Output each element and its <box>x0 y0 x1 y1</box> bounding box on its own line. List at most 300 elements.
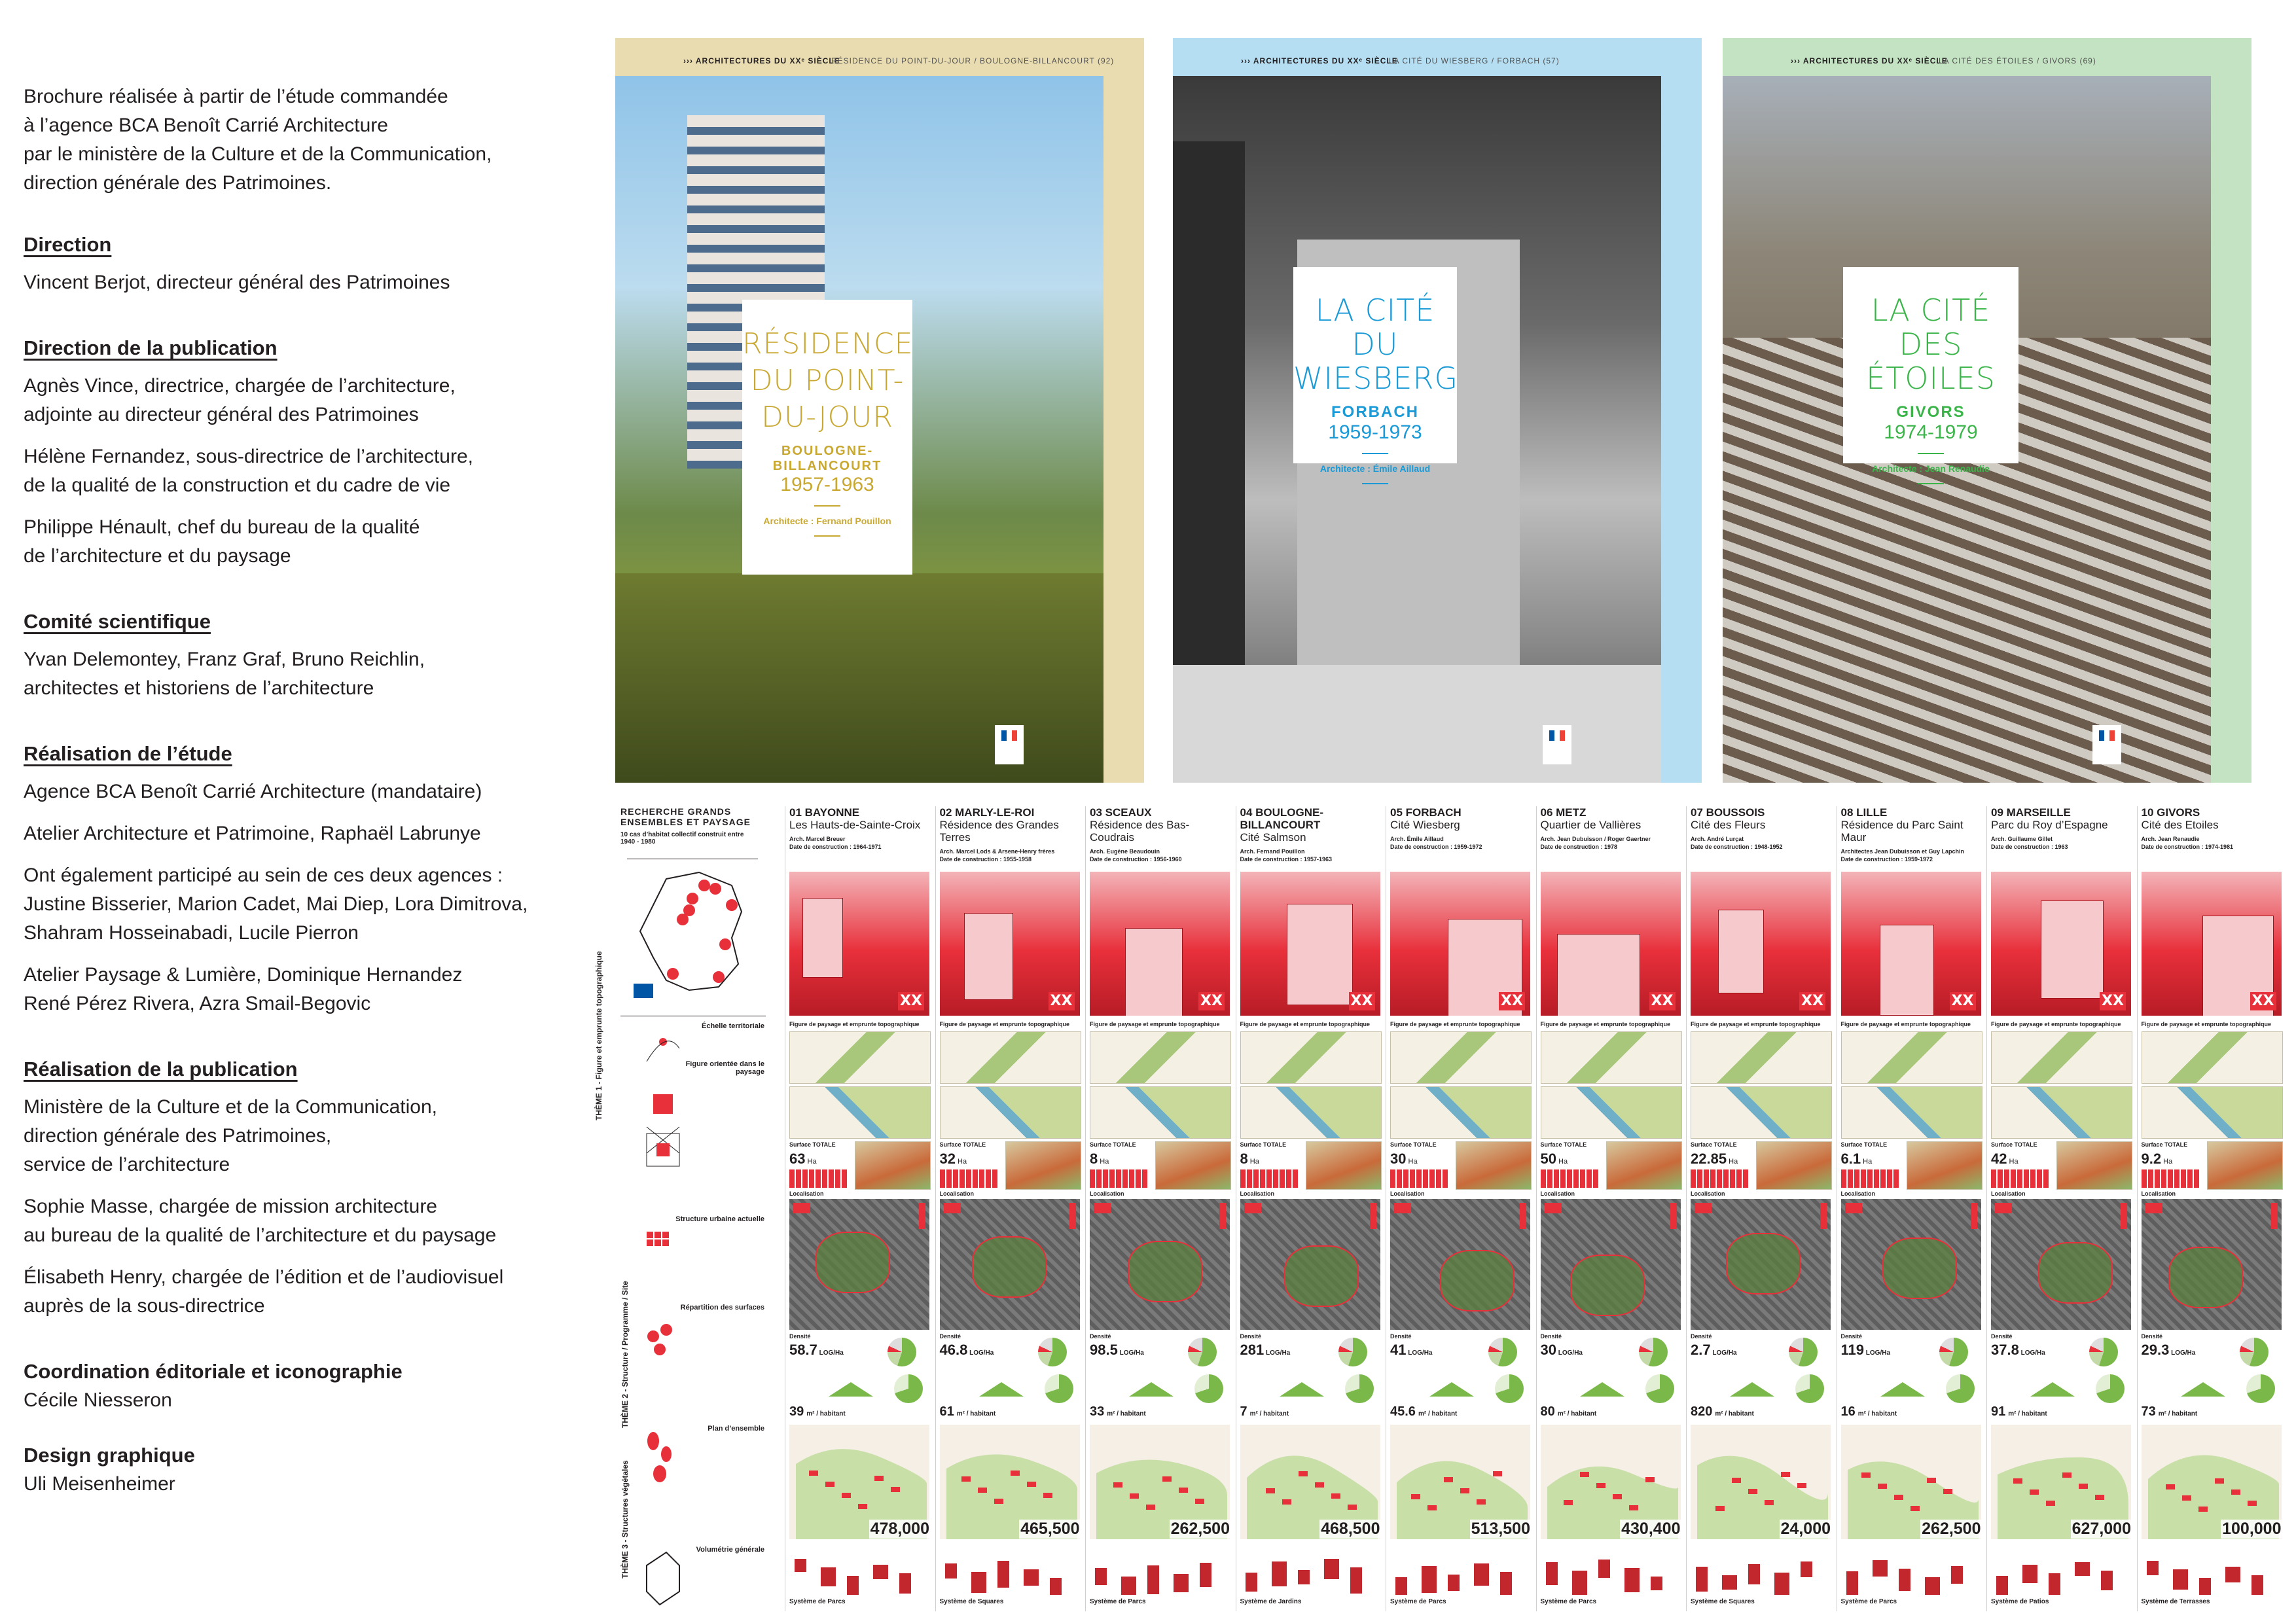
habitant-pie-chart <box>2246 1374 2275 1403</box>
density-label: Densité <box>789 1333 811 1340</box>
aerial-badge <box>1845 1203 1862 1213</box>
france-map <box>627 859 758 1003</box>
credits-section <box>24 1357 600 1415</box>
xx-label-icon: XX <box>2250 992 2276 1010</box>
total-surface: 24,000 <box>1780 1520 1831 1538</box>
surface-label: Surface TOTALE <box>2141 1141 2188 1148</box>
volumetry <box>1991 1546 2131 1595</box>
habitant-pie-chart <box>2096 1374 2125 1403</box>
case-rule <box>935 806 936 1611</box>
case-architect: Architectes Jean Dubuisson et Guy Lapchin <box>1840 848 1965 855</box>
hectare-value: 42 Ha <box>1991 1150 2018 1167</box>
building <box>1557 934 1640 1016</box>
case-architect: Arch. André Lurçat <box>1691 836 1744 842</box>
case-number: 09 MARSEILLE <box>1991 806 2071 819</box>
case-date: Date de construction : 1948-1952 <box>1691 844 1783 850</box>
density-label: Densité <box>939 1333 961 1340</box>
cover-rule <box>1362 483 1388 484</box>
area-pie-chart <box>1488 1338 1517 1366</box>
system-label: Système de Parcs <box>1540 1598 1597 1605</box>
legend-label: Structure urbaine actuelle <box>675 1215 764 1223</box>
cover-years: 1959-1973 <box>1328 421 1422 443</box>
aerial-badge <box>1545 1203 1562 1213</box>
case-number: 07 BOUSSOIS <box>1691 806 1765 819</box>
system-label: Système de Jardins <box>1240 1598 1302 1605</box>
housing-triangle <box>2030 1382 2075 1397</box>
case-number: 10 GIVORS <box>2141 806 2200 819</box>
xx-label-icon: XX <box>898 992 924 1010</box>
density-label: Densité <box>1991 1333 2013 1340</box>
volumetry <box>1541 1546 1681 1595</box>
hectare-grid <box>1691 1169 1749 1188</box>
aerial-bar <box>2121 1203 2127 1229</box>
surface-label: Surface TOTALE <box>1390 1141 1437 1148</box>
volumetry <box>1691 1546 1831 1595</box>
habitant-value: 61 m² / habitant <box>939 1404 996 1419</box>
case-column <box>1991 806 2135 1611</box>
aerial-bar <box>1520 1203 1526 1229</box>
credits-section-title: Réalisation de l’étude <box>24 742 232 765</box>
marianne-logo <box>2092 725 2121 764</box>
credits-paragraph: Agence BCA Benoît Carrié Architecture (mandataire) <box>24 781 482 802</box>
case-photo <box>1991 872 2131 1016</box>
case-date: Date de construction : 1956-1960 <box>1090 856 1182 863</box>
credits-paragraph: Élisabeth Henry, chargée de l’édition et de l’audiovisuel auprès de la sous-directrice <box>24 1266 504 1317</box>
habitant-pie-chart <box>894 1374 923 1403</box>
figure-label: Figure de paysage et emprunte topographique <box>1991 1021 2121 1027</box>
aerial-badge <box>1695 1203 1712 1213</box>
density-value: 98.5 LOG/Ha <box>1090 1342 1144 1358</box>
hectare-grid <box>789 1169 848 1188</box>
credits-text: Uli Meisenheimer <box>24 1473 175 1495</box>
terrain-map <box>1090 1031 1231 1084</box>
case-column <box>1841 806 1985 1611</box>
case-name: Cité Wiesberg <box>1390 819 1460 831</box>
area-pie-chart <box>2089 1338 2118 1366</box>
cover-years: 1957-1963 <box>780 474 874 495</box>
localisation-label: Localisation <box>1090 1190 1124 1197</box>
volumetry <box>2142 1546 2282 1595</box>
case-column <box>940 806 1084 1611</box>
credits-intro: Brochure réalisée à partir de l’étude commandée à l’agence BCA Benoît Carrié Architecture par le ministère de la Culture et de la Communication, direction générale des Patrimoines. <box>24 86 492 194</box>
hectare-value: 6.1 Ha <box>1840 1150 1873 1167</box>
credits-paragraph: Sophie Masse, chargée de mission architecture au bureau de la qualité de l’architecture et du paysage <box>24 1196 497 1246</box>
habitant-pie-chart <box>1345 1374 1374 1403</box>
aerial-badge <box>1394 1203 1411 1213</box>
terrain-map <box>1691 1031 1832 1084</box>
pond <box>615 573 1103 783</box>
surface-label: Surface TOTALE <box>789 1141 836 1148</box>
case-rule <box>1085 806 1086 1611</box>
cover-series-bar <box>1723 38 2251 76</box>
locator-map <box>1456 1141 1532 1190</box>
figure-label: Figure de paysage et emprunte topographique <box>1090 1021 1220 1027</box>
aerial-bar <box>1820 1203 1827 1229</box>
localisation-label: Localisation <box>2141 1190 2176 1197</box>
case-date: Date de construction : 1957-1963 <box>1240 856 1333 863</box>
site-outline <box>1570 1255 1645 1316</box>
legend-label: Plan d’ensemble <box>708 1425 764 1433</box>
marianne-logo <box>1543 725 1571 764</box>
xx-label-icon: XX <box>2100 992 2126 1010</box>
case-name: Les Hauts-de-Sainte-Croix <box>789 819 921 831</box>
site-outline <box>1882 1238 1957 1299</box>
cover-series-bar <box>1173 38 1702 76</box>
cover-subtitle: LA CITÉ DES ÉTOILES / GIVORS (69) <box>1939 56 2096 65</box>
aerial-photo <box>1991 1199 2131 1330</box>
poster-header-2: ENSEMBLES ET PAYSAGE <box>620 817 751 827</box>
locator-map <box>2056 1141 2132 1190</box>
surface-label: Surface TOTALE <box>1240 1141 1287 1148</box>
cover-subtitle: LA CITÉ DU WIESBERG / FORBACH (57) <box>1389 56 1560 65</box>
system-label: Système de Squares <box>1691 1598 1755 1605</box>
case-photo <box>2142 872 2282 1016</box>
site-outline <box>2038 1242 2113 1304</box>
theme-1-label: THÈME 1 - Figure et emprunte topographique <box>594 951 603 1120</box>
hectare-value: 22.85 Ha <box>1691 1150 1738 1167</box>
aerial-photo <box>1390 1199 1530 1330</box>
terrain-map <box>2142 1086 2283 1139</box>
cover-title: LA CITÉ DES ÉTOILES <box>1866 293 1996 396</box>
case-column <box>1390 806 1534 1611</box>
area-pie-chart <box>2240 1338 2269 1366</box>
credits-section <box>24 1441 600 1499</box>
cover-rule <box>1918 483 1944 484</box>
density-value: 281 LOG/Ha <box>1240 1342 1291 1358</box>
cover-city: BOULOGNE-BILLANCOURT <box>772 444 882 473</box>
hectare-grid <box>1841 1169 1900 1188</box>
credits-paragraph: Vincent Berjot, directeur général des Patrimoines <box>24 272 450 293</box>
credits-column <box>24 82 600 1525</box>
xx-label-icon: XX <box>1950 992 1976 1010</box>
total-surface: 430,400 <box>1621 1520 1681 1538</box>
credits-section-title: Coordination éditoriale et iconographie <box>24 1360 403 1383</box>
aerial-bar <box>1971 1203 1977 1229</box>
terrain-map <box>789 1086 931 1139</box>
case-name: Résidence des Bas-Coudrais <box>1090 819 1190 844</box>
case-number: 01 BAYONNE <box>789 806 860 819</box>
hectare-value: 50 Ha <box>1540 1150 1568 1167</box>
area-pie-chart <box>888 1338 916 1366</box>
cover-rule <box>1918 453 1944 454</box>
density-label: Densité <box>1840 1333 1863 1340</box>
hectare-value: 32 Ha <box>939 1150 967 1167</box>
density-value: 30 LOG/Ha <box>1540 1342 1583 1358</box>
system-label: Système de Patios <box>1991 1598 2049 1605</box>
density-value: 58.7 LOG/Ha <box>789 1342 844 1358</box>
figure-label: Figure de paysage et emprunte topographique <box>1691 1021 1821 1027</box>
aerial-bar <box>1370 1203 1376 1229</box>
localisation-label: Localisation <box>1840 1190 1876 1197</box>
habitant-pie-chart <box>1946 1374 1975 1403</box>
localisation-label: Localisation <box>1991 1190 2026 1197</box>
locator-map <box>1606 1141 1682 1190</box>
figure-label: Figure de paysage et emprunte topographique <box>1540 1021 1671 1027</box>
terrain-map <box>1090 1086 1231 1139</box>
hectare-grid <box>1541 1169 1600 1188</box>
ground <box>1173 665 1661 783</box>
locator-map <box>1756 1141 1832 1190</box>
aerial-photo <box>940 1199 1080 1330</box>
volumetry <box>1090 1546 1230 1595</box>
case-date: Date de construction : 1959-1972 <box>1390 844 1482 850</box>
area-pie-chart <box>1338 1338 1367 1366</box>
habitant-value: 45.6 m² / habitant <box>1390 1404 1458 1419</box>
system-label: Système de Terrasses <box>2141 1598 2210 1605</box>
housing-triangle <box>1730 1382 1774 1397</box>
case-column <box>1541 806 1685 1611</box>
localisation-label: Localisation <box>1540 1190 1575 1197</box>
case-architect: Arch. Eugène Beaudouin <box>1090 848 1160 855</box>
cover-series: ››› ARCHITECTURES DU XXᵉ SIÈCLE <box>1241 56 1398 65</box>
credits-paragraph: Atelier Architecture et Patrimoine, Raphaël Labrunye <box>24 823 481 844</box>
case-architect: Arch. Guillaume Gillet <box>1991 836 2053 842</box>
habitant-pie-chart <box>1495 1374 1524 1403</box>
terrain-map <box>940 1086 1081 1139</box>
case-number: 06 METZ <box>1540 806 1587 819</box>
case-column <box>1090 806 1234 1611</box>
cover-rule <box>1362 453 1388 454</box>
terrain-map <box>1841 1086 1982 1139</box>
cover-rule <box>814 505 840 507</box>
cover-title-box <box>1843 267 2018 474</box>
density-value: 46.8 LOG/Ha <box>939 1342 994 1358</box>
cover-architect: Architecte : Fernand Pouillon <box>763 516 891 526</box>
cover-title-box <box>1293 267 1459 474</box>
case-architect: Arch. Jean Dubuisson / Roger Gaertner <box>1540 836 1651 842</box>
total-surface: 513,500 <box>1471 1520 1530 1538</box>
terrain-map <box>1991 1086 2132 1139</box>
case-name: Cité Salmson <box>1240 831 1306 844</box>
case-number: 08 LILLE <box>1840 806 1888 819</box>
site-outline <box>1440 1250 1515 1311</box>
xx-label-icon: XX <box>1049 992 1075 1010</box>
habitant-value: 7 m² / habitant <box>1240 1404 1289 1419</box>
hectare-grid <box>1240 1169 1299 1188</box>
aerial-photo <box>2142 1199 2282 1330</box>
area-pie-chart <box>1639 1338 1668 1366</box>
housing-triangle <box>1880 1382 1925 1397</box>
tower-block <box>1173 141 1245 665</box>
total-surface: 465,500 <box>1020 1520 1080 1538</box>
volumetry <box>940 1546 1080 1595</box>
xx-label-icon: XX <box>1198 992 1225 1010</box>
site-outline <box>1284 1245 1359 1307</box>
cover-city: FORBACH <box>1331 403 1419 421</box>
site-outline <box>1128 1241 1202 1302</box>
locator-map <box>2207 1141 2283 1190</box>
building <box>802 898 843 978</box>
cover-subtitle: RÉSIDENCE DU POINT-DU-JOUR / BOULOGNE-BILLANCOURT (92) <box>831 56 1115 65</box>
locator-map <box>1005 1141 1081 1190</box>
hectare-value: 8 Ha <box>1240 1150 1259 1167</box>
poster-legend <box>594 806 768 1611</box>
cover-city: GIVORS <box>1896 403 1965 421</box>
credits-paragraph: Yvan Delemontey, Franz Graf, Bruno Reichlin, architectes et historiens de l’architecture <box>24 649 425 699</box>
case-name: Quartier de Vallières <box>1540 819 1641 831</box>
credits-section-title: Réalisation de la publication <box>24 1058 298 1080</box>
xx-label-icon: XX <box>1799 992 1825 1010</box>
case-architect: Arch. Jean Renaudie <box>2141 836 2200 842</box>
density-value: 119 LOG/Ha <box>1840 1342 1891 1358</box>
housing-triangle <box>1129 1382 1174 1397</box>
density-label: Densité <box>1540 1333 1562 1340</box>
case-photo <box>940 872 1080 1016</box>
density-label: Densité <box>2141 1333 2163 1340</box>
theme-2-label: THÈME 2 - Structure / Programme / Site <box>620 1281 630 1428</box>
case-photo <box>1691 872 1831 1016</box>
cover-3 <box>1723 38 2251 783</box>
case-photo <box>1090 872 1230 1016</box>
cover-series-bar <box>615 38 1144 76</box>
case-name: Cité des Etoiles <box>2141 819 2219 831</box>
system-label: Système de Parcs <box>1390 1598 1446 1605</box>
aerial-bar <box>1670 1203 1677 1229</box>
xx-label-icon: XX <box>1349 992 1375 1010</box>
case-architect: Arch. Émile Aillaud <box>1390 836 1444 842</box>
locator-map <box>1155 1141 1231 1190</box>
cover-title-box <box>742 300 912 575</box>
case-name: Cité des Fleurs <box>1691 819 1766 831</box>
case-photo <box>789 872 929 1016</box>
habitant-pie-chart <box>1194 1374 1223 1403</box>
credits-paragraph: Philippe Hénault, chef du bureau de la qualité de l’architecture et du paysage <box>24 516 420 567</box>
volumetry <box>1390 1546 1530 1595</box>
system-label: Système de Parcs <box>1840 1598 1897 1605</box>
aerial-photo <box>1541 1199 1681 1330</box>
habitant-value: 16 m² / habitant <box>1840 1404 1897 1419</box>
habitant-value: 820 m² / habitant <box>1691 1404 1754 1419</box>
cover-2 <box>1173 38 1702 783</box>
terrain-map <box>1240 1031 1382 1084</box>
housing-triangle <box>979 1382 1024 1397</box>
area-pie-chart <box>1188 1338 1217 1366</box>
hectare-value: 30 Ha <box>1390 1150 1418 1167</box>
aerial-badge <box>1995 1203 2012 1213</box>
housing-triangle <box>1580 1382 1624 1397</box>
credits-paragraph: Ont également participé au sein de ces deux agences : Justine Bisserier, Marion Cadet, Mai Diep, Lora Dimitrova, Shahram Hosseinabadi, Lucile Pierron <box>24 865 528 944</box>
total-surface: 478,000 <box>870 1520 929 1538</box>
volumetry <box>1240 1546 1380 1595</box>
poster-intro: 10 cas d’habitat collectif construit entre 1940 - 1980 <box>620 831 744 846</box>
case-date: Date de construction : 1955-1958 <box>939 856 1032 863</box>
xx-label-icon: XX <box>1499 992 1525 1010</box>
case-name: Résidence des Grandes Terres <box>939 819 1059 844</box>
surface-label: Surface TOTALE <box>1840 1141 1888 1148</box>
case-rule <box>1986 806 1987 1611</box>
habitant-pie-chart <box>1795 1374 1824 1403</box>
case-name: Résidence du Parc Saint Maur <box>1840 819 1964 844</box>
poster-header-1: RECHERCHE GRANDS <box>620 806 732 817</box>
credits-paragraph: Atelier Paysage & Lumière, Dominique Hernandez René Pérez Rivera, Azra Smail-Begovic <box>24 964 463 1014</box>
housing-triangle <box>1280 1382 1324 1397</box>
cover-architect: Architecte : Jean Renaudie <box>1872 463 1990 474</box>
habitant-value: 73 m² / habitant <box>2141 1404 2198 1419</box>
hectare-value: 9.2 Ha <box>2141 1150 2173 1167</box>
localisation-label: Localisation <box>1240 1190 1275 1197</box>
hectare-value: 63 Ha <box>789 1150 817 1167</box>
credits-section-title: Design graphique <box>24 1444 195 1467</box>
aerial-badge <box>1094 1203 1111 1213</box>
area-pie-chart <box>1038 1338 1067 1366</box>
cover-years: 1974-1979 <box>1884 421 1978 443</box>
building <box>1287 904 1353 1005</box>
density-value: 29.3 LOG/Ha <box>2141 1342 2196 1358</box>
marianne-logo <box>995 725 1024 764</box>
xx-label-icon: XX <box>1649 992 1676 1010</box>
total-surface: 262,500 <box>1922 1520 1981 1538</box>
credits-paragraph: Agnès Vince, directrice, chargée de l’architecture, adjointe au directeur général des Patrimoines <box>24 375 456 425</box>
case-architect: Arch. Marcel Breuer <box>789 836 846 842</box>
case-column <box>1240 806 1384 1611</box>
density-label: Densité <box>1691 1333 1712 1340</box>
cover-rule <box>814 535 840 537</box>
housing-triangle <box>2181 1382 2225 1397</box>
surface-label: Surface TOTALE <box>1090 1141 1136 1148</box>
legend-label: Répartition des surfaces <box>680 1304 764 1311</box>
aerial-badge <box>1244 1203 1261 1213</box>
aerial-bar <box>1069 1203 1076 1229</box>
cover-title: LA CITÉ DU WIESBERG <box>1293 293 1459 396</box>
surface-label: Surface TOTALE <box>939 1141 986 1148</box>
site-outline <box>816 1232 890 1293</box>
case-number: 05 FORBACH <box>1390 806 1462 819</box>
hectare-grid <box>1090 1169 1149 1188</box>
surface-label: Surface TOTALE <box>1991 1141 2037 1148</box>
site-outline <box>972 1236 1047 1298</box>
habitant-value: 80 m² / habitant <box>1540 1404 1597 1419</box>
case-architect: Arch. Fernand Pouillon <box>1240 848 1305 855</box>
density-label: Densité <box>1390 1333 1412 1340</box>
credits-section-title: Direction de la publication <box>24 336 278 359</box>
credits-section <box>24 334 600 571</box>
figure-label: Figure de paysage et emprunte topographique <box>2141 1021 2272 1027</box>
case-photo <box>1541 872 1681 1016</box>
total-surface: 468,500 <box>1321 1520 1380 1538</box>
hectare-grid <box>1390 1169 1449 1188</box>
terrain-map <box>1691 1086 1832 1139</box>
case-column <box>789 806 933 1611</box>
aerial-badge <box>793 1203 810 1213</box>
credits-section <box>24 607 600 703</box>
cover-architect: Architecte : Émile Aillaud <box>1319 463 1431 474</box>
total-surface: 627,000 <box>2072 1520 2131 1538</box>
legend-icons <box>640 1022 679 1611</box>
system-label: Système de Parcs <box>1090 1598 1146 1605</box>
aerial-badge <box>2145 1203 2162 1213</box>
area-pie-chart <box>1789 1338 1818 1366</box>
area-pie-chart <box>1939 1338 1968 1366</box>
surface-label: Surface TOTALE <box>1540 1141 1587 1148</box>
localisation-label: Localisation <box>789 1190 824 1197</box>
legend-label: Volumétrie générale <box>696 1546 764 1554</box>
figure-label: Figure de paysage et emprunte topographique <box>1240 1021 1371 1027</box>
cover-title: RÉSIDENCE DU POINT- DU-JOUR <box>742 327 914 434</box>
case-number: 03 SCEAUX <box>1090 806 1152 819</box>
total-surface: 262,500 <box>1170 1520 1230 1538</box>
hectare-grid <box>1991 1169 2050 1188</box>
terrain-map <box>1841 1031 1982 1084</box>
case-photo <box>1841 872 1981 1016</box>
figure-label: Figure de paysage et emprunte topographique <box>789 1021 920 1027</box>
aerial-photo <box>1240 1199 1380 1330</box>
credits-section <box>24 230 600 297</box>
case-date: Date de construction : 1964-1971 <box>789 844 882 850</box>
case-rule <box>1536 806 1537 1611</box>
credits-section-title: Comité scientifique <box>24 610 211 633</box>
theme-3-label: THÈME 3 - Structures végétales <box>620 1460 630 1578</box>
case-column <box>2142 806 2286 1611</box>
